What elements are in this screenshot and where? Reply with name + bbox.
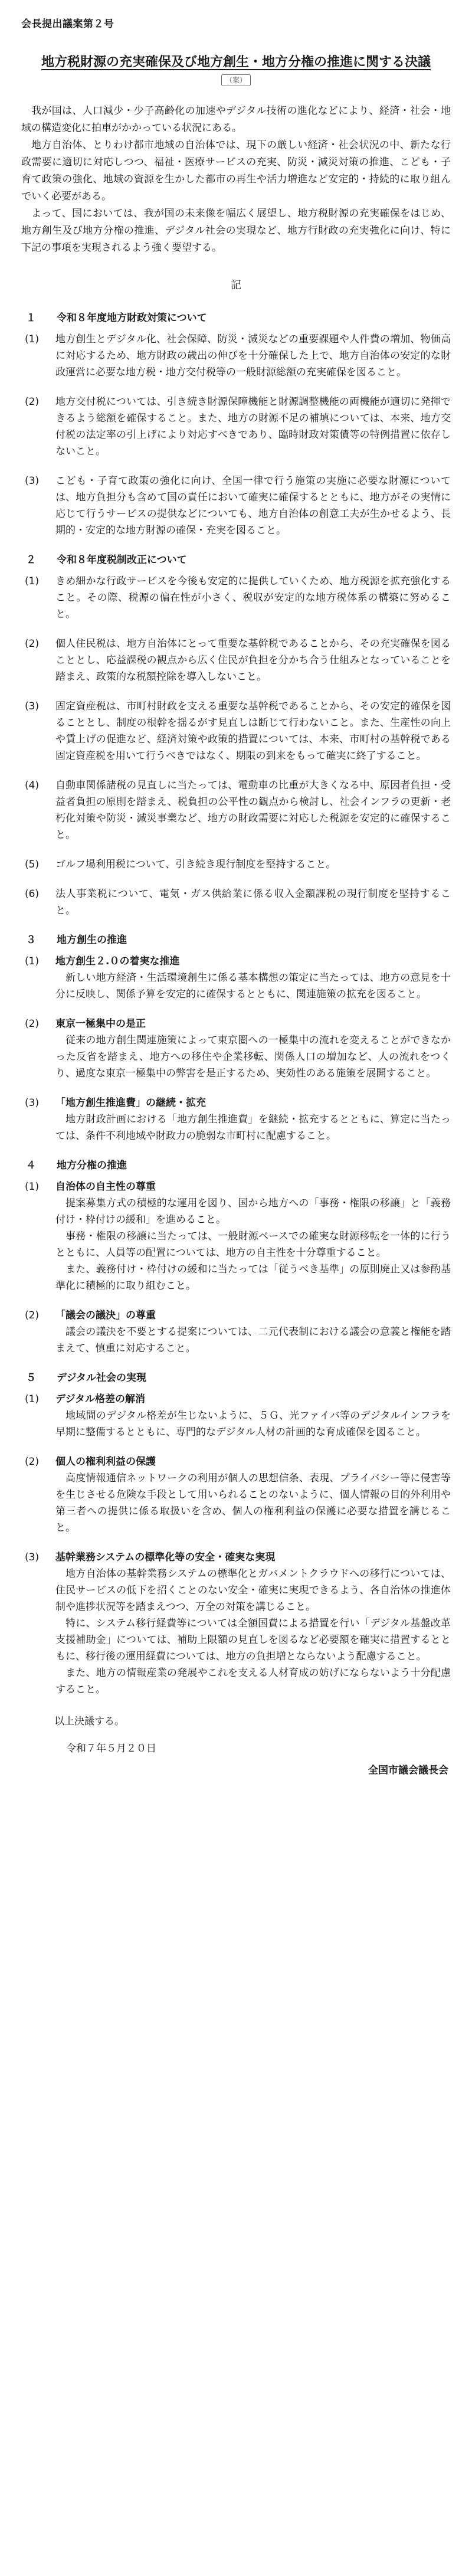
document-number: 会長提出議案第２号 xyxy=(21,18,114,30)
item-heading: 「議会の議決」の尊重 xyxy=(55,1310,156,1321)
item-number: (1) xyxy=(25,575,40,587)
item-body xyxy=(55,331,451,381)
section-title xyxy=(21,1157,451,1174)
item-body xyxy=(55,698,451,764)
item-body xyxy=(55,1016,451,1082)
section xyxy=(21,1370,451,1698)
resolution-date: 令和７年５月２０日 xyxy=(66,1743,156,1755)
item-paragraph: 提案募集方式の積極的な運用を図り、国から地方への「事務・権限の移譲」と「義務付け・枠付けの緩和」を進めること。 xyxy=(55,1197,451,1226)
resolution-title: 地方税財源の充実確保及び地方創生・地方分権の推進に関する決議 xyxy=(41,55,431,70)
section-number: ５ xyxy=(26,1372,36,1384)
item-paragraph: 特に、システム移行経費等については全額国費による措置を行い「デジタル基盤改革支援補助金」については、補助上限額の見直しを図るなど必要額を確実に措置するとともに、移行後の運用経費については、地方の負担増とならないよう配慮すること。 xyxy=(55,1618,451,1662)
item-paragraph: 地方交付税については、引き続き財源保障機能と財源調整機能の両機能が適切に発揮できるよう総額を確保すること。また、地方の財源不足の補填については、本来、地方交付税の法定率の引上げにより対応すべきであり、臨時財政対策債等の特例措置に依存しないこと。 xyxy=(55,396,451,457)
section-title-text: 地方分権の推進 xyxy=(57,1160,127,1171)
item-number: (2) xyxy=(25,396,40,408)
item-heading: デジタル格差の解消 xyxy=(55,1393,145,1405)
list-item xyxy=(21,856,451,873)
section-title-text: 令和８年度税制改正について xyxy=(57,554,187,566)
item-number: (2) xyxy=(25,1018,40,1030)
item-body xyxy=(55,886,451,919)
item-paragraph: また、地方の情報産業の発展やこれを支える人材育成の妨げにならないよう十分配慮すること。 xyxy=(55,1667,451,1695)
list-item xyxy=(21,1391,451,1441)
item-heading: 「地方創生推進費」の継続・拡充 xyxy=(55,1097,206,1109)
item-body xyxy=(55,1307,451,1357)
preamble-paragraph: 地方自治体、とりわけ都市地域の自治体では、現下の厳しい経済・社会状況の中、新たな行政需要に適切に対応しつつ、福祉・医療サービスの充実、防災・減災対策の推進、こども・子育て政策の強化、地域の資源を生かした都市の再生や活力増進など安定的・持続的に取り組んでいく必要がある。 xyxy=(21,139,451,202)
list-item xyxy=(21,573,451,623)
draft-note: （案） xyxy=(221,74,251,86)
preamble xyxy=(21,103,451,257)
list-item xyxy=(21,1179,451,1294)
resolution-items xyxy=(21,310,451,1698)
item-paragraph: 高度情報通信ネットワークの利用が個人の思想信条、表現、プライバシー等に侵害等を生じさせる危険な手段として用いられることのないように、個人情報の目的外利用や第三者への提供に係る取扱いを含め、個人の権利利益の保護に必要な措置を講じること。 xyxy=(55,1472,451,1534)
section-title-text: 地方創生の推進 xyxy=(57,934,127,946)
item-body xyxy=(55,573,451,623)
item-body xyxy=(55,1179,451,1294)
item-body xyxy=(55,1095,451,1144)
item-body xyxy=(55,394,451,460)
list-item xyxy=(21,953,451,1003)
section-title xyxy=(21,1370,451,1386)
organization-name: 全国市議会議長会 xyxy=(368,1765,448,1776)
item-paragraph: 固定資産税は、市町村財政を支える重要な基幹税であることから、その安定的確保を図ることとし、制度の根幹を揺るがす見直しは断じて行わないこと。また、生産性の向上や賃上げの促進など、経済対策や政策的措置については、本来、市町村の基幹税である固定資産税を用いて行うべきではなく、期限の到来をもって確実に終了すること。 xyxy=(55,701,451,762)
item-number: (1) xyxy=(25,955,40,967)
item-number: (2) xyxy=(25,1310,40,1321)
item-body xyxy=(55,1454,451,1536)
item-paragraph: きめ細かな行政サービスを今後も安定的に提供していくため、地方税源を拡充強化すること。その際、税源の偏在性が小さく、税収が安定的な地方税体系の構築に努めること。 xyxy=(55,575,451,620)
list-item xyxy=(21,1307,451,1357)
list-item xyxy=(21,698,451,764)
section-title xyxy=(21,310,451,326)
closing-text: 以上決議する。 xyxy=(54,1716,124,1727)
item-number: (5) xyxy=(25,859,40,870)
section xyxy=(21,1157,451,1357)
section-number: ２ xyxy=(26,554,36,566)
section-title-text: デジタル社会の実現 xyxy=(57,1372,146,1384)
section xyxy=(21,310,451,539)
list-item xyxy=(21,777,451,843)
item-paragraph: 議会の議決を不要とする提案については、二元代表制における議会の意義と権能を踏まえて、慎重に対応すること。 xyxy=(55,1326,451,1354)
item-paragraph: また、義務付け・枠付けの緩和に当たっては「従うべき基準」の原則廃止又は参酌基準化に積極的に取り組むこと。 xyxy=(55,1264,451,1292)
section-number: ３ xyxy=(26,934,36,946)
section-number: ４ xyxy=(26,1160,36,1171)
list-item xyxy=(21,636,451,685)
item-number: (3) xyxy=(25,701,40,712)
item-number: (3) xyxy=(25,475,40,487)
list-item xyxy=(21,331,451,381)
section-title-text: 令和８年度地方財政対策について xyxy=(57,312,207,324)
list-item xyxy=(21,1095,451,1144)
section-number: １ xyxy=(26,312,36,324)
section-title xyxy=(21,552,451,568)
preamble-paragraph: 我が国は、人口減少・少子高齢化の加速やデジタル技術の進化などにより、経済・社会・地域の構造変化に拍車がかかっている状況にある。 xyxy=(21,105,451,134)
list-item xyxy=(21,1016,451,1082)
item-paragraph: 法人事業税について、電気・ガス供給業に係る収入金額課税の現行制度を堅持すること。 xyxy=(55,888,451,917)
item-heading: 個人の権利利益の保護 xyxy=(55,1456,156,1468)
item-heading: 東京一極集中の是正 xyxy=(55,1018,146,1030)
item-paragraph: 従来の地方創生関連施策によって東京圏への一極集中の流れを変えることができなかった反省を踏まえ、地方への移住や企業移転、関係人口の増加など、人の流れをつくり、過度な東京一極集中の弊害を是正するため、実効性のある施策を展開すること。 xyxy=(55,1035,451,1079)
item-paragraph: 地域間のデジタル格差が生じないように、５Ｇ、光ファイバ等のデジタルインフラを早期に整備するとともに、専門的なデジタル人材の計画的な育成確保を図ること。 xyxy=(55,1410,451,1438)
item-body xyxy=(55,1391,451,1441)
item-number: (1) xyxy=(25,333,40,345)
item-paragraph: 個人住民税は、地方自治体にとって重要な基幹税であることから、その充実確保を図ることとし、応益課税の観点から広く住民が負担を分かち合う仕組みとなっていることを踏まえ、政策的な税額控除を導入しないこと。 xyxy=(55,638,451,683)
item-paragraph: 自動車関係諸税の見直しに当たっては、電動車の比重が大きくなる中、原因者負担・受益者負担の原則を踏まえ、税負担の公平性の観点から検討し、社会インフラの更新・老朽化対策や防災・減災事業など、地方の財政需要に対応した税源を安定的に確保すること。 xyxy=(55,780,451,841)
item-paragraph: 地方財政計画における「地方創生推進費」を継続・拡充するとともに、算定に当たっては、条件不利地域や財政力の脆弱な市町村に配慮すること。 xyxy=(55,1114,451,1142)
item-paragraph: 事務・権限の移譲に当たっては、一般財源ベースでの確実な財源移転を一体的に行うとともに、人員等の配置については、地方の自主性を十分尊重すること。 xyxy=(55,1230,451,1259)
ki-heading: 記 xyxy=(231,279,241,292)
item-number: (1) xyxy=(25,1393,40,1405)
item-heading: 基幹業務システムの標準化等の安全・確実な実現 xyxy=(55,1552,276,1563)
list-item xyxy=(21,1454,451,1536)
item-paragraph: こども・子育て政策の強化に向け、全国一律で行う施策の実施に必要な財源については、地方負担分も含めて国の責任において確実に確保するとともに、地方がその実情に応じて行うサービスの提供などについても、地方自治体の創意工夫が生かせるよう、長期的・安定的な地方財源の確保・充実を図ること。 xyxy=(55,475,451,536)
item-number: (2) xyxy=(25,638,40,650)
item-body xyxy=(55,856,451,873)
item-body xyxy=(55,636,451,685)
preamble-paragraph: よって、国においては、我が国の未来像を幅広く展望し、地方税財源の充実確保をはじめ、地方創生及び地方分権の推進、デジタル社会の実現など、地方行財政の充実強化に向け、特に下記の事項を実現されるよう強く要望する。 xyxy=(21,208,451,254)
section xyxy=(21,552,451,919)
item-body xyxy=(55,953,451,1003)
item-paragraph: 地方創生とデジタル化、社会保障、防災・減災などの重要課題や人件費の増加、物価高に対応するため、地方財政の歳出の伸びを十分確保した上で、地方自治体の安定的な財政運営に必要な地方税・地方交付税等の一般財源総額の充実確保を図ること。 xyxy=(55,333,451,378)
item-number: (1) xyxy=(25,1181,40,1193)
item-body xyxy=(55,473,451,539)
item-number: (3) xyxy=(25,1097,40,1109)
item-number: (6) xyxy=(25,888,40,900)
list-item xyxy=(21,394,451,460)
item-body xyxy=(55,777,451,843)
item-number: (4) xyxy=(25,780,40,791)
item-body xyxy=(55,1549,451,1698)
list-item xyxy=(21,473,451,539)
section xyxy=(21,932,451,1144)
item-number: (3) xyxy=(25,1552,40,1563)
item-number: (2) xyxy=(25,1456,40,1468)
item-paragraph: 地方自治体の基幹業務システムの標準化とガバメントクラウドへの移行については、住民サービスの低下を招くことのない安全・確実に実現できるよう、各自治体の推進体制や進捗状況等を踏まえつつ、万全の対策を講じること。 xyxy=(55,1568,451,1613)
item-paragraph: ゴルフ場利用税について、引き続き現行制度を堅持すること。 xyxy=(55,859,336,870)
item-paragraph: 新しい地方経済・生活環境創生に係る基本構想の策定に当たっては、地方の意見を十分に反映し、関係予算を安定的に確保するとともに、関連施策の拡充を図ること。 xyxy=(55,972,451,1000)
item-heading: 地方創生２.０の着実な推進 xyxy=(55,955,180,967)
title-note xyxy=(21,74,451,86)
list-item xyxy=(21,886,451,919)
list-item xyxy=(21,1549,451,1698)
section-title xyxy=(21,932,451,948)
item-heading: 自治体の自主性の尊重 xyxy=(55,1181,156,1193)
